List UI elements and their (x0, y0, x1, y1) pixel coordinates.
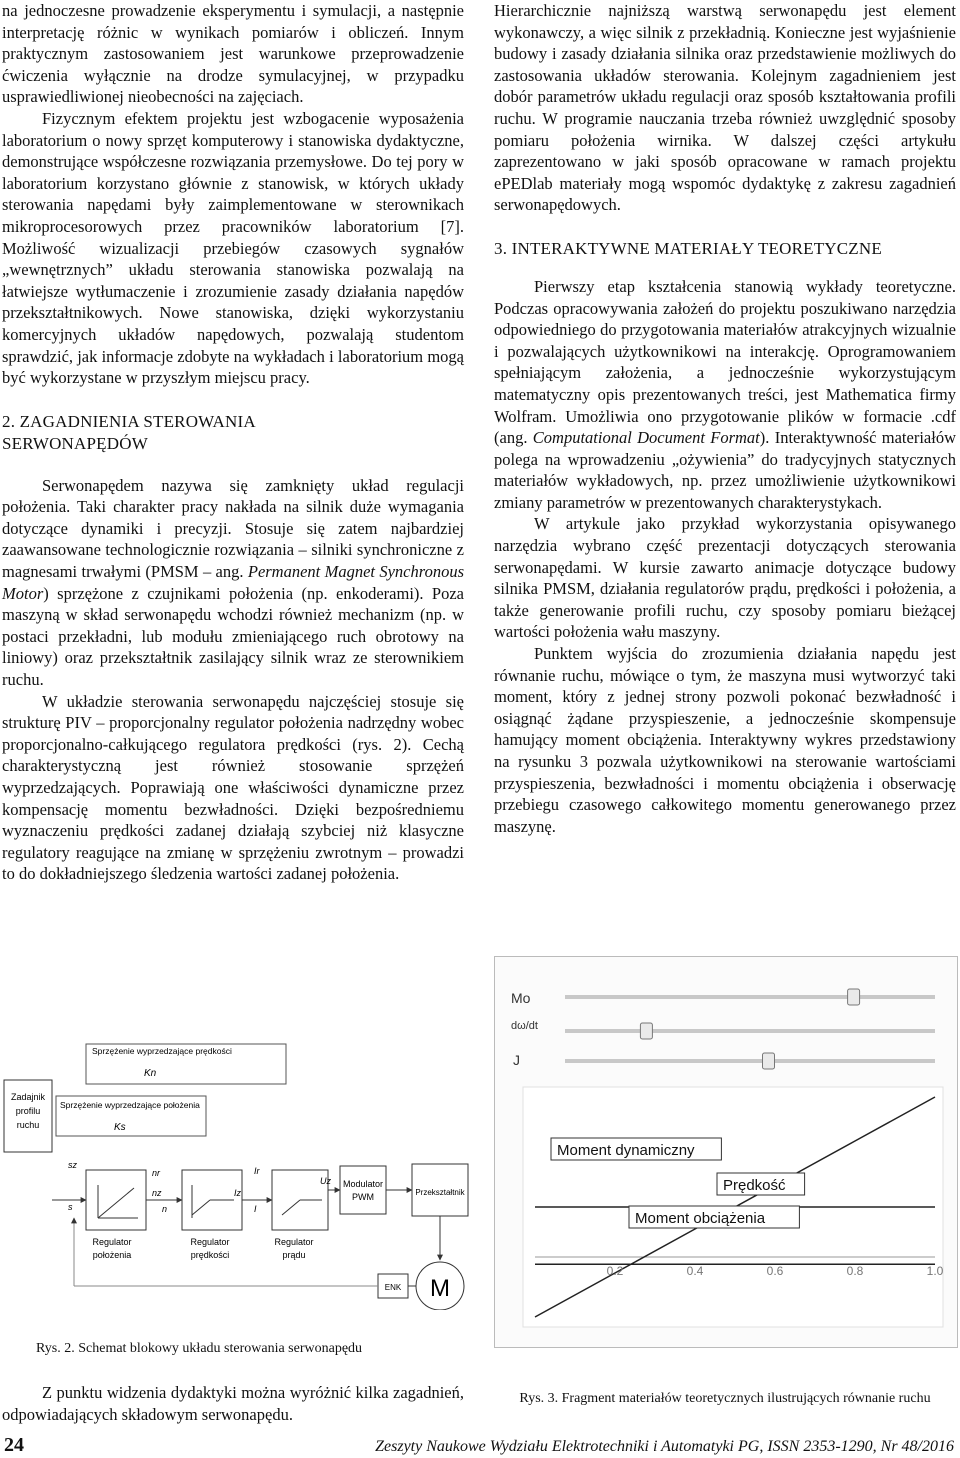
left-paragraph-3-text-a: Serwonapędem nazywa się zamknięty układ regulacji położenia. Taki charakter pracy nakłada na silnik duże wymagania dotyczące dynamiki i precyzji. Stosuje się zatem najbardziej zaawansowane technologicznie rozwiązania – silniki synchroniczne z magnesami trwałymi (PMSM – ang. (2, 475, 464, 582)
figure-2-block-diagram (2, 1040, 472, 1310)
ff-speed-label: Sprzężenie wyprzedzające prędkości (92, 1046, 232, 1056)
right-paragraph-2-text-a: Pierwszy etap kształcenia stanowią wykłady teoretyczne. Podczas opracowywania założeń do projektu poszukiwano narzędzia odpowiedniego do przygotowania materiałów atrakcyjnych wizualnie i pozwalających użytkownikowi na interakcję. Oprogramowaniem spełniającym założenia, a jednocześnie wykorzystującym matematyczny opis prezentowanych treści, jest Mathematica firmy Wolfram. Umożliwia ono przygotowanie plików w formacie .cdf (ang. (494, 276, 956, 448)
reg-pos-box (86, 1170, 146, 1230)
pwm-line1: Modulator (342, 1179, 384, 1189)
left-paragraph-5: Z punktu widzenia dydaktyki można wyróżnić kilka zagadnień, odpowiadających składowym serwonapędu. (2, 1383, 464, 1424)
annotation-2 (629, 1206, 799, 1228)
left-column-bottom (2, 1382, 464, 1425)
n-label: n (162, 1204, 168, 1214)
zadajnik-line1: Zadajnik (10, 1092, 46, 1102)
right-column (494, 0, 956, 837)
left-column (2, 0, 464, 885)
x-tick-label-2: 0.6 (766, 1264, 784, 1278)
right-paragraph-2 (494, 276, 956, 514)
left-paragraph-3 (2, 475, 464, 691)
figure-3-svg (495, 957, 957, 1347)
slider-j-knob (763, 1053, 775, 1069)
motor-label: M (430, 1275, 450, 1302)
reg-speed-line1: Regulator (190, 1237, 230, 1247)
reg-pos-line2: położenia (92, 1250, 132, 1260)
nz-label: nz (152, 1188, 162, 1198)
x-tick-label-4: 1.0 (926, 1264, 944, 1278)
right-paragraph-2-text-b: ). Interaktywność materiałów polega na wprowadzeniu „ożywienia” do tradycyjnych statycznych materiałów wykładowych, np. przez umożliwienie użytkownikowi zmiany parametrów w prezentowanych charakterystykach. (494, 428, 956, 512)
left-paragraph-3-text-b: ) sprzężone z czujnikami położenia (np. enkoderami). Poza maszyną w skład serwonapędu wchodzi również mechanizm (np. w postaci przekładni, lub modułu zmieniającego ruch obrotowy na liniowy) oraz przekształtnik zasilający silnik wraz ze sterownikiem ruchu. (2, 583, 464, 690)
figure-3-interactive (494, 956, 958, 1348)
zadajnik-line3: ruchu (16, 1120, 40, 1130)
x-tick-label-0: 0.2 (606, 1264, 624, 1278)
annotation-text-0: Moment dynamiczny (557, 1142, 695, 1159)
right-paragraph-1: Hierarchicznie najniższą warstwą serwonapędu jest element wykonawczy, a więc silnik z przekładnią. Konieczne jest wyjaśnienie budowy i zasady działania silnika oraz przedstawienie możliwych do zastosowania układów sterowania. Kolejnym zagadnieniem jest dobór parametrów układu regulacji oraz sposób kształtowania profili ruchu. W programie nauczania trzeba również uwzględnić sposoby pomiaru położenia wirnika. W dalszej części artykułu zaprezentowano w jaki sposób opracowane w ramach projektu ePEDlab materiały mogą wspomóc dydaktykę z zakresu zagadnień serwonapędowych. (494, 1, 956, 215)
annotation-1 (717, 1173, 805, 1195)
s-label: s (68, 1202, 73, 1212)
slider-domega-dt-label: dω/dt (511, 1020, 538, 1032)
journal-footer: Zeszyty Naukowe Wydziału Elektrotechniki i Automatyki PG, ISSN 2353-1290, Nr 48/2016 (375, 1438, 954, 1455)
ks-label: Ks (114, 1122, 126, 1133)
reg-pos-line1: Regulator (92, 1237, 132, 1247)
zadajnik-box (4, 1080, 52, 1152)
right-paragraph-3: W artykule jako przykład wykorzystania opisywanego narzędzia wybrano część prezentacji dotyczących sterowania serwonapędami. W kursie zawarto animacje dotyczące budowy silnika PMSM, działania regulatorów prądu, prędkości i położenia, a także generowanie profili ruchu, czy sposoby pomiaru bieżącej wartości położenia wału maszyny. (494, 514, 956, 642)
pwm-line2: PWM (352, 1192, 374, 1202)
block-diagram-svg (2, 1040, 472, 1310)
section-3-heading: 3. INTERAKTYWNE MATERIAŁY TEORETYCZNE (494, 238, 882, 258)
zadajnik-line2: profilu (15, 1106, 41, 1116)
slider-j-label: J (513, 1052, 520, 1068)
slider-j[interactable] (513, 1052, 935, 1069)
nr-label: nr (152, 1168, 161, 1178)
pwm-box (340, 1166, 386, 1214)
figure-2-caption: Rys. 2. Schemat blokowy układu sterowania serwonapędu (36, 1341, 363, 1356)
reg-current-line1: Regulator (274, 1237, 314, 1247)
section-2-heading-line1: 2. ZAGADNIENIA STEROWANIA (2, 411, 256, 431)
right-paragraph-4: Punktem wyjścia do zrozumienia działania napędu jest równanie ruchu, mówiące o tym, że maszyna musi wytworzyć taki moment, który z jednej strony pozwoli pokonać bezwładność i osiągnąć żądane przyspieszenie, a jednocześnie skompensuje hamujący moment obciążenia. Interaktywny wykres przedstawiony na rysunku 3 pozwala użytkownikowi na sterowanie wartościami przyspieszenia, bezwładności i momentu obciążenia i obserwację przebiegu czasowego całkowitego momentu generowanego przez maszynę. (494, 644, 956, 836)
left-paragraph-4: W układzie sterowania serwonapędu najczęściej stosuje się strukturę PIV – proporcjonalny regulator położenia nadrzędny wobec proporcjonalno-całkującego regulatora prędkości (rys. 2). Cechą charakterystyczną jest również stosowanie sprzężeń wyprzedzających. Poprawiają one właściwości dynamiczne przez kompensację momentu bezwładności. Dzięki bezpośredniemu wyznaczeniu prędkości zadanej działają szybciej niż klasyczne regulatory reagujące na zmianę w sprzężeniu zwrotnym – prowadzi to do dokładniejszego śledzenia wartości zadanej położenia. (2, 691, 464, 884)
section-2-heading (2, 411, 464, 455)
slider-mo-label: Mo (511, 990, 531, 1006)
page-number: 24 (4, 1434, 24, 1456)
sz-label: sz (68, 1160, 77, 1170)
x-tick-label-3: 0.8 (846, 1264, 864, 1278)
x-tick-label-1: 0.4 (686, 1264, 704, 1278)
i-label: I (254, 1204, 257, 1214)
reg-speed-line2: prędkości (190, 1250, 230, 1260)
annotation-0 (551, 1138, 721, 1160)
slider-mo[interactable] (511, 989, 935, 1006)
ir-label: Ir (254, 1166, 260, 1176)
slider-mo-knob (848, 989, 860, 1005)
slider-domega-dt[interactable] (511, 1020, 935, 1039)
section-2-heading-line2: SERWONAPĘDÓW (2, 433, 148, 453)
enk-label: ENK (384, 1283, 402, 1292)
converter-label: Przekształtnik (415, 1188, 465, 1197)
reg-current-line2: prądu (282, 1250, 306, 1260)
uz-label: Uz (320, 1176, 331, 1186)
figure-3-caption: Rys. 3. Fragment materiałów teoretycznych ilustrujących równanie ruchu (519, 1391, 931, 1406)
left-paragraph-2: Fizycznym efektem projektu jest wzbogacenie wyposażenia laboratorium o nowy sprzęt komputerowy i stanowiska dydaktyczne, demonstrujące współczesne rozwiązania przemysłowe. Do tej pory w laboratorium korzystano głównie z stanowisk, w których układy sterowania napędami były zaimplementowane w sterownikach mikroprocesorowych przez pracowników laboratorium [7]. Możliwość wizualizacji przebiegów czasowych sygnałów „wewnętrznych” układu sterowania stanowiska pozwalają na łatwiejsze wytłumaczenie i zrozumienie zasady działania napędów przekształtnikowych. Nowe stanowiska, dzięki wykorzystaniu komercyjnych układów napędowych, pozwalają studentom sprawdzić, jak informacje zdobyte na wykładach i laboratorium mogą być wykorzystane w przyszłym miejscu pracy. (2, 108, 464, 388)
ff-pos-label: Sprzężenie wyprzedzające położenia (60, 1100, 200, 1110)
iz-label: Iz (234, 1188, 242, 1198)
left-paragraph-1: na jednoczesne prowadzenie eksperymentu i symulacji, a następnie interpretację różnic w wynikach pomiarów i obliczeń. Innym praktycznym zastosowaniem jest warunkowe przeprowadzenie ćwiczenia wyłącznie na drodze symulacyjnej, w przypadku usprawiedliwionej nieobecności na zajęciach. (2, 1, 464, 107)
left-paragraph-3-em: Permanent Magnet Synchronous Motor (2, 562, 464, 603)
annotation-text-2: Moment obciążenia (635, 1210, 766, 1227)
right-paragraph-2-em: Computational Document Format (532, 428, 760, 448)
slider-domega-dt-knob (640, 1023, 652, 1039)
kn-label: Kn (144, 1068, 157, 1079)
annotation-text-1: Prędkość (723, 1177, 786, 1194)
